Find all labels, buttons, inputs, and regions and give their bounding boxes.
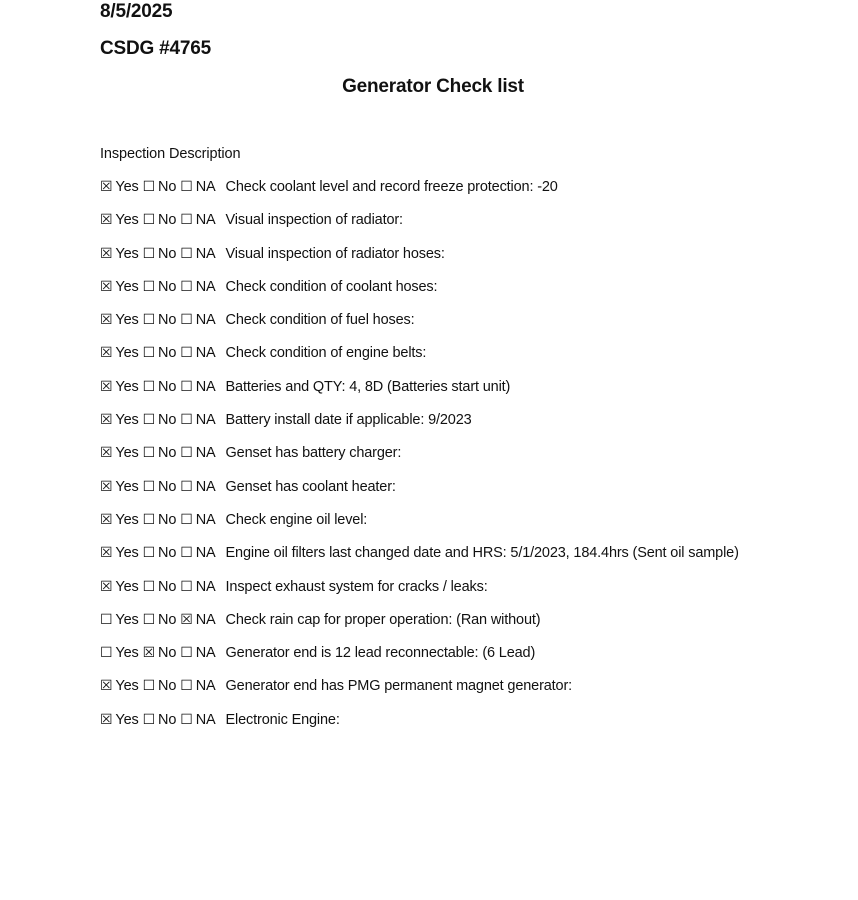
option-na[interactable] bbox=[180, 677, 215, 695]
option-no[interactable] bbox=[143, 544, 177, 562]
unchecked-box-icon[interactable]: ☐ bbox=[180, 312, 193, 329]
option-no[interactable] bbox=[143, 578, 177, 596]
option-yes[interactable] bbox=[100, 211, 139, 229]
option-no[interactable] bbox=[143, 278, 177, 296]
option-na[interactable] bbox=[180, 578, 215, 596]
item-description: Generator end is 12 lead reconnectable: (6 Lead) bbox=[225, 645, 536, 662]
unchecked-box-icon[interactable]: ☐ bbox=[180, 378, 193, 395]
unchecked-box-icon[interactable]: ☐ bbox=[180, 212, 193, 229]
option-na[interactable] bbox=[180, 611, 215, 629]
option-yes[interactable] bbox=[100, 644, 139, 662]
checklist-item bbox=[100, 411, 840, 444]
unchecked-box-icon[interactable]: ☐ bbox=[180, 511, 193, 528]
option-na[interactable] bbox=[180, 344, 215, 362]
section-label: Inspection Description bbox=[100, 146, 241, 162]
option-label-yes: Yes bbox=[115, 445, 139, 462]
checklist-item bbox=[100, 578, 840, 611]
item-description: Generator end has PMG permanent magnet generator: bbox=[225, 678, 573, 695]
item-description: Genset has battery charger: bbox=[225, 445, 402, 462]
page-title: Generator Check list bbox=[342, 76, 524, 97]
option-label-yes: Yes bbox=[115, 478, 139, 495]
option-label-yes: Yes bbox=[115, 678, 139, 695]
option-label-no: No bbox=[158, 478, 177, 495]
option-na[interactable] bbox=[180, 544, 215, 562]
option-label-no: No bbox=[158, 179, 177, 195]
item-description: Check condition of fuel hoses: bbox=[225, 312, 415, 329]
option-label-na: NA bbox=[195, 645, 216, 662]
option-yes[interactable] bbox=[100, 611, 139, 629]
checked-box-icon[interactable]: ☒ bbox=[100, 478, 113, 495]
option-na[interactable] bbox=[180, 411, 215, 429]
option-label-no: No bbox=[158, 611, 177, 628]
unchecked-box-icon[interactable]: ☐ bbox=[142, 678, 156, 695]
unchecked-box-icon[interactable]: ☐ bbox=[142, 412, 156, 429]
option-yes[interactable] bbox=[100, 578, 139, 596]
checked-box-icon[interactable]: ☒ bbox=[100, 245, 113, 262]
unchecked-box-icon[interactable]: ☐ bbox=[180, 578, 193, 595]
unchecked-box-icon[interactable]: ☐ bbox=[142, 179, 156, 195]
option-label-yes: Yes bbox=[115, 378, 139, 395]
checklist-item bbox=[100, 544, 840, 577]
item-description: Genset has coolant heater: bbox=[225, 478, 396, 495]
option-no[interactable] bbox=[143, 245, 177, 263]
unchecked-box-icon[interactable]: ☐ bbox=[180, 345, 193, 362]
option-label-no: No bbox=[158, 578, 177, 595]
option-yes[interactable] bbox=[100, 444, 139, 462]
item-description: Check condition of engine belts: bbox=[225, 345, 427, 362]
unchecked-box-icon[interactable]: ☐ bbox=[180, 478, 193, 495]
unchecked-box-icon[interactable]: ☐ bbox=[100, 611, 113, 628]
checklist-item bbox=[100, 677, 840, 710]
option-na[interactable] bbox=[180, 711, 215, 729]
option-label-na: NA bbox=[195, 611, 216, 628]
unchecked-box-icon[interactable]: ☐ bbox=[142, 245, 156, 262]
option-na[interactable] bbox=[180, 644, 215, 662]
option-label-yes: Yes bbox=[115, 179, 139, 195]
option-label-na: NA bbox=[195, 212, 216, 229]
checklist-item bbox=[100, 478, 840, 511]
option-label-na: NA bbox=[195, 312, 216, 329]
option-label-yes: Yes bbox=[115, 511, 139, 528]
option-label-no: No bbox=[158, 312, 177, 329]
option-label-yes: Yes bbox=[115, 711, 139, 728]
item-description: Electronic Engine: bbox=[225, 711, 340, 728]
checked-box-icon[interactable]: ☒ bbox=[100, 511, 113, 528]
checked-box-icon[interactable]: ☒ bbox=[100, 678, 113, 695]
option-label-no: No bbox=[158, 545, 177, 562]
option-label-no: No bbox=[158, 711, 177, 728]
item-description: Inspect exhaust system for cracks / leaks: bbox=[225, 578, 488, 595]
option-label-no: No bbox=[158, 378, 177, 395]
checklist-item bbox=[100, 444, 840, 477]
option-no[interactable] bbox=[143, 644, 177, 662]
option-label-no: No bbox=[158, 245, 177, 262]
item-description: Visual inspection of radiator: bbox=[225, 212, 403, 229]
option-na[interactable] bbox=[180, 278, 215, 296]
option-yes[interactable] bbox=[100, 544, 139, 562]
option-na[interactable] bbox=[180, 478, 215, 496]
option-yes[interactable] bbox=[100, 245, 139, 263]
checklist bbox=[100, 178, 840, 744]
checklist-item bbox=[100, 211, 840, 244]
unchecked-box-icon[interactable]: ☐ bbox=[142, 578, 156, 595]
option-label-yes: Yes bbox=[115, 312, 139, 329]
option-na[interactable] bbox=[180, 245, 215, 263]
option-na[interactable] bbox=[180, 311, 215, 329]
unchecked-box-icon[interactable]: ☐ bbox=[100, 645, 113, 662]
checklist-item bbox=[100, 245, 840, 278]
option-na[interactable] bbox=[180, 178, 215, 196]
checked-box-icon[interactable]: ☒ bbox=[100, 578, 113, 595]
item-description: Check coolant level and record freeze protection: -20 bbox=[225, 179, 558, 195]
checked-box-icon[interactable]: ☒ bbox=[142, 645, 156, 662]
checklist-item bbox=[100, 711, 840, 744]
option-label-yes: Yes bbox=[115, 578, 139, 595]
checked-box-icon[interactable]: ☒ bbox=[100, 345, 113, 362]
checklist-item bbox=[100, 511, 840, 544]
unchecked-box-icon[interactable]: ☐ bbox=[180, 645, 193, 662]
option-no[interactable] bbox=[143, 211, 177, 229]
checked-box-icon[interactable]: ☒ bbox=[100, 278, 113, 295]
option-na[interactable] bbox=[180, 378, 215, 396]
option-na[interactable] bbox=[180, 211, 215, 229]
option-label-no: No bbox=[158, 511, 177, 528]
unchecked-box-icon[interactable]: ☐ bbox=[142, 278, 156, 295]
unchecked-box-icon[interactable]: ☐ bbox=[180, 445, 193, 462]
option-label-na: NA bbox=[195, 578, 216, 595]
item-description: Batteries and QTY: 4, 8D (Batteries start unit) bbox=[225, 378, 511, 395]
checked-box-icon[interactable]: ☒ bbox=[100, 378, 113, 395]
option-yes[interactable] bbox=[100, 511, 139, 529]
option-yes[interactable] bbox=[100, 344, 139, 362]
item-description: Visual inspection of radiator hoses: bbox=[225, 245, 445, 262]
option-yes[interactable] bbox=[100, 711, 139, 729]
unchecked-box-icon[interactable]: ☐ bbox=[180, 245, 193, 262]
unchecked-box-icon[interactable]: ☐ bbox=[180, 711, 193, 728]
option-yes[interactable] bbox=[100, 178, 139, 196]
unchecked-box-icon[interactable]: ☐ bbox=[142, 445, 156, 462]
checked-box-icon[interactable]: ☒ bbox=[100, 412, 113, 429]
option-yes[interactable] bbox=[100, 411, 139, 429]
option-na[interactable] bbox=[180, 444, 215, 462]
unchecked-box-icon[interactable]: ☐ bbox=[180, 678, 193, 695]
option-yes[interactable] bbox=[100, 278, 139, 296]
option-label-no: No bbox=[158, 278, 177, 295]
option-label-na: NA bbox=[195, 445, 216, 462]
option-label-na: NA bbox=[195, 378, 216, 395]
option-yes[interactable] bbox=[100, 677, 139, 695]
option-na[interactable] bbox=[180, 511, 215, 529]
option-no[interactable] bbox=[143, 344, 177, 362]
item-description: Check engine oil level: bbox=[225, 511, 368, 528]
checked-box-icon[interactable]: ☒ bbox=[180, 611, 193, 628]
option-label-no: No bbox=[158, 645, 177, 662]
checklist-item bbox=[100, 644, 840, 677]
option-label-no: No bbox=[158, 412, 177, 429]
checked-box-icon[interactable]: ☒ bbox=[100, 212, 113, 229]
option-yes[interactable] bbox=[100, 378, 139, 396]
item-description: Battery install date if applicable: 9/2023 bbox=[225, 412, 472, 429]
checklist-item bbox=[100, 378, 840, 411]
option-no[interactable] bbox=[143, 478, 177, 496]
unchecked-box-icon[interactable]: ☐ bbox=[142, 378, 156, 395]
option-label-yes: Yes bbox=[115, 545, 139, 562]
option-label-yes: Yes bbox=[115, 278, 139, 295]
option-label-na: NA bbox=[195, 711, 216, 728]
checked-box-icon[interactable]: ☒ bbox=[100, 312, 113, 329]
option-yes[interactable] bbox=[100, 478, 139, 496]
option-label-na: NA bbox=[195, 412, 216, 429]
unchecked-box-icon[interactable]: ☐ bbox=[180, 278, 193, 295]
checked-box-icon[interactable]: ☒ bbox=[100, 545, 113, 562]
unchecked-box-icon[interactable]: ☐ bbox=[142, 611, 156, 628]
option-label-na: NA bbox=[195, 245, 216, 262]
option-no[interactable] bbox=[143, 511, 177, 529]
option-label-no: No bbox=[158, 212, 177, 229]
unchecked-box-icon[interactable]: ☐ bbox=[142, 545, 156, 562]
document-date: 8/5/2025 bbox=[100, 1, 173, 22]
option-no[interactable] bbox=[143, 711, 177, 729]
checked-box-icon[interactable]: ☒ bbox=[100, 711, 113, 728]
option-label-na: NA bbox=[195, 511, 216, 528]
option-no[interactable] bbox=[143, 311, 177, 329]
checklist-item bbox=[100, 611, 840, 644]
unchecked-box-icon[interactable]: ☐ bbox=[142, 711, 156, 728]
option-label-no: No bbox=[158, 445, 177, 462]
option-label-yes: Yes bbox=[115, 345, 139, 362]
option-label-yes: Yes bbox=[115, 611, 139, 628]
checklist-item bbox=[100, 278, 840, 311]
checked-box-icon[interactable]: ☒ bbox=[100, 445, 113, 462]
checklist-item bbox=[100, 178, 840, 211]
unchecked-box-icon[interactable]: ☐ bbox=[180, 412, 193, 429]
option-label-no: No bbox=[158, 678, 177, 695]
option-no[interactable] bbox=[143, 178, 177, 196]
option-label-yes: Yes bbox=[115, 212, 139, 229]
option-yes[interactable] bbox=[100, 311, 139, 329]
option-label-na: NA bbox=[195, 545, 216, 562]
checklist-item bbox=[100, 344, 840, 377]
unchecked-box-icon[interactable]: ☐ bbox=[180, 545, 193, 562]
option-no[interactable] bbox=[143, 411, 177, 429]
option-label-na: NA bbox=[195, 179, 216, 195]
checklist-item bbox=[100, 311, 840, 344]
unchecked-box-icon[interactable]: ☐ bbox=[142, 511, 156, 528]
unchecked-box-icon[interactable]: ☐ bbox=[142, 212, 156, 229]
option-label-yes: Yes bbox=[115, 245, 139, 262]
option-label-na: NA bbox=[195, 678, 216, 695]
option-label-na: NA bbox=[195, 345, 216, 362]
option-label-yes: Yes bbox=[115, 645, 139, 662]
option-no[interactable] bbox=[143, 444, 177, 462]
unchecked-box-icon[interactable]: ☐ bbox=[142, 345, 156, 362]
unchecked-box-icon[interactable]: ☐ bbox=[142, 312, 156, 329]
option-no[interactable] bbox=[143, 611, 177, 629]
option-no[interactable] bbox=[143, 677, 177, 695]
option-label-no: No bbox=[158, 345, 177, 362]
document-id: CSDG #4765 bbox=[100, 38, 212, 59]
unchecked-box-icon[interactable]: ☐ bbox=[142, 478, 156, 495]
checked-box-icon[interactable]: ☒ bbox=[100, 179, 113, 195]
unchecked-box-icon[interactable]: ☐ bbox=[180, 179, 193, 195]
option-label-na: NA bbox=[195, 478, 216, 495]
option-label-yes: Yes bbox=[115, 412, 139, 429]
item-description: Engine oil filters last changed date and HRS: 5/1/2023, 184.4hrs (Sent oil sample) bbox=[225, 545, 739, 562]
option-no[interactable] bbox=[143, 378, 177, 396]
item-description: Check rain cap for proper operation: (Ran without) bbox=[225, 611, 541, 628]
item-description: Check condition of coolant hoses: bbox=[225, 278, 438, 295]
option-label-na: NA bbox=[195, 278, 216, 295]
